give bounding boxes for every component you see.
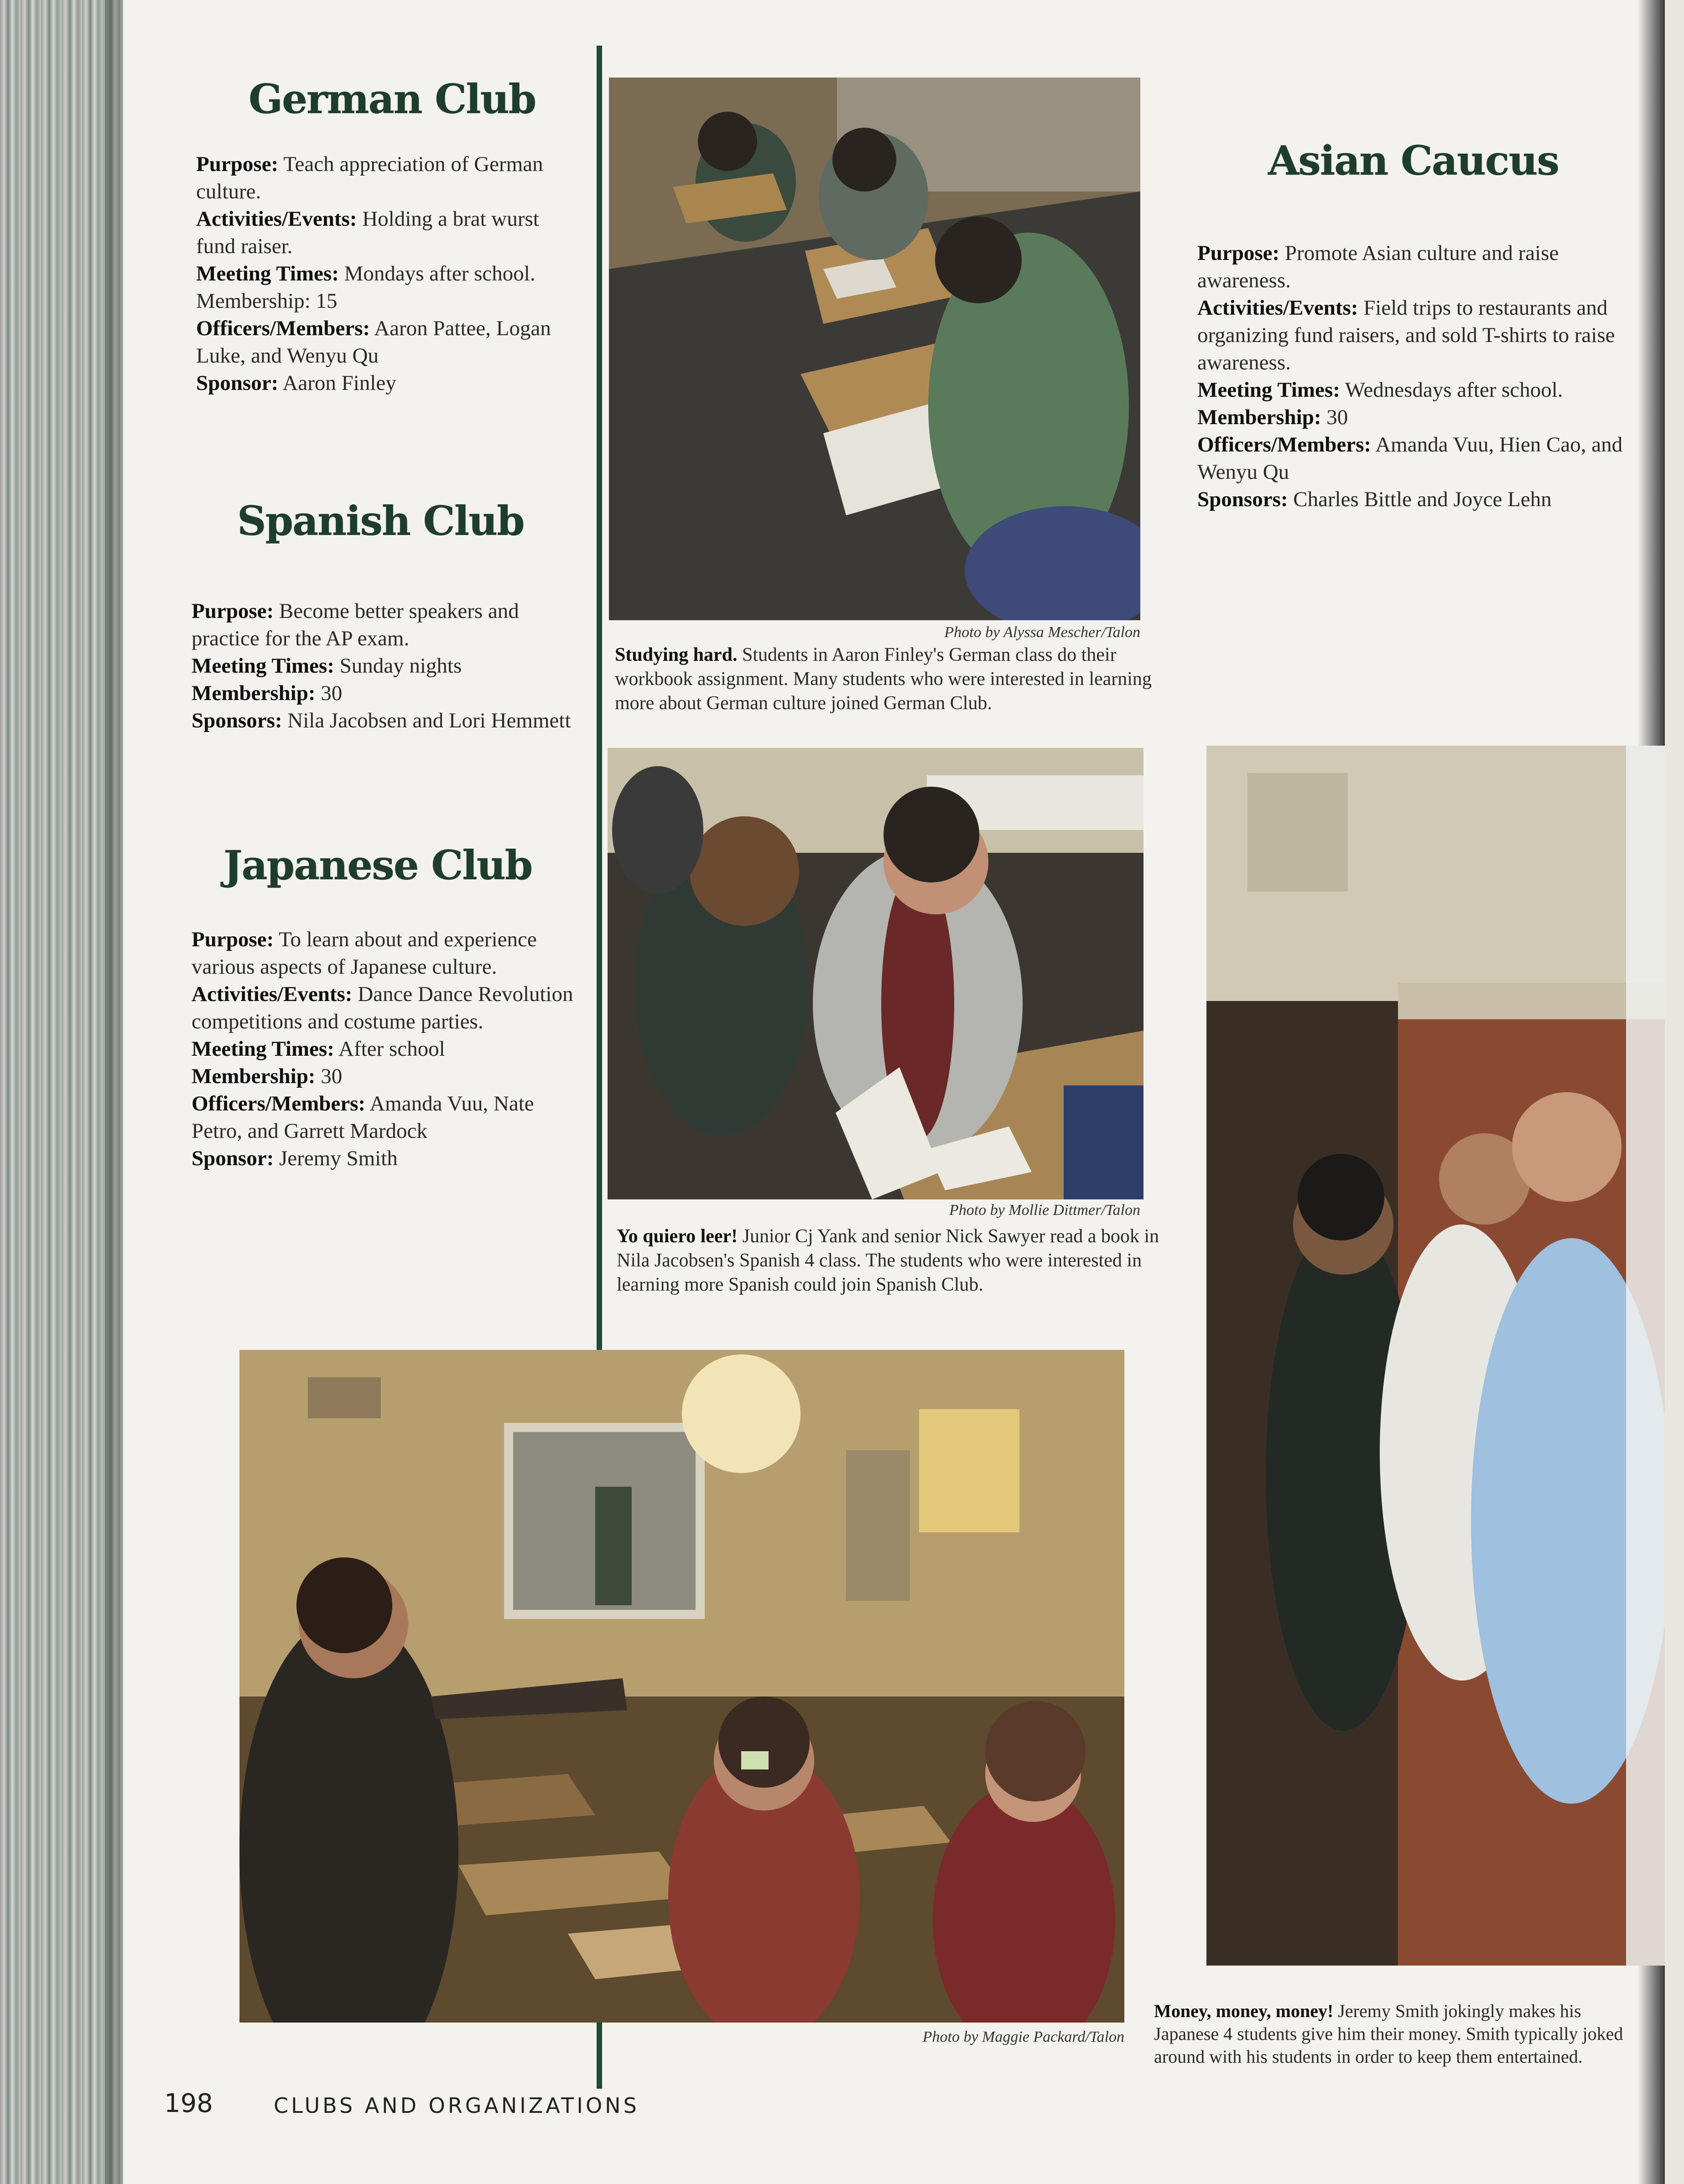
asian-caucus-info <box>1197 239 1649 513</box>
section-title: CLUBS AND ORGANIZATIONS <box>274 2093 639 2118</box>
japanese-officers-label: Officers/Members: <box>192 1092 366 1115</box>
asian-caucus-title: Asian Caucus <box>1268 137 1559 184</box>
german-club-info <box>196 150 579 397</box>
asian-purpose: Promote Asian culture and raise awareness. <box>1197 241 1559 292</box>
japanese-officers: Amanda Vuu, Nate Petro, and Garrett Mardock <box>192 1092 534 1143</box>
japanese-activities: Dance Dance Revolution competitions and costume parties. <box>192 982 573 1033</box>
japanese-photo-credit: Photo by Maggie Packard/Talon <box>922 2028 1124 2045</box>
asian-activities: Field trips to restaurants and organizing fund raisers, and sold T-shirts to raise awareness. <box>1197 296 1615 374</box>
spanish-meeting-label: Meeting Times: <box>192 654 334 678</box>
japanese-sponsor-label: Sponsor: <box>192 1146 274 1170</box>
asian-membership-label: Membership: <box>1197 405 1321 429</box>
japanese-sponsor: Jeremy Smith <box>279 1146 398 1170</box>
spanish-photo-credit: Photo by Mollie Dittmer/Talon <box>949 1202 1140 1219</box>
spanish-sponsors: Nila Jacobsen and Lori Hemmett <box>287 709 571 732</box>
spanish-club-title: Spanish Club <box>237 497 524 545</box>
german-meeting: Mondays after school. <box>344 262 535 285</box>
japanese-class-photo <box>239 1350 1124 2023</box>
spanish-meeting: Sunday nights <box>339 654 462 678</box>
japanese-club-title: Japanese Club <box>223 841 532 889</box>
spanish-class-photo <box>608 748 1143 1199</box>
spanish-membership: 30 <box>321 681 343 705</box>
japanese-club-info <box>192 926 575 1172</box>
japanese-membership: 30 <box>321 1064 343 1088</box>
spanish-sponsors-label: Sponsors: <box>192 709 282 732</box>
japanese-meeting-label: Meeting Times: <box>192 1037 334 1061</box>
spanish-purpose: Become better speakers and practice for the AP exam. <box>192 599 519 650</box>
german-club-title: German Club <box>249 75 536 123</box>
japanese-purpose-label: Purpose: <box>192 928 274 951</box>
german-class-photo <box>609 78 1140 620</box>
hallway-photo <box>1206 746 1665 1966</box>
asian-officers-label: Officers/Members: <box>1197 433 1372 457</box>
japanese-meeting: After school <box>338 1037 445 1061</box>
asian-meeting-label: Meeting Times: <box>1197 378 1340 402</box>
page-number: 198 <box>164 2089 213 2118</box>
german-officers: Aaron Pattee, Logan Luke, and Wenyu Qu <box>196 316 551 368</box>
asian-sponsors: Charles Bittle and Joyce Lehn <box>1293 488 1552 511</box>
german-activities: Holding a brat wurst fund raiser. <box>196 207 539 258</box>
asian-membership: 30 <box>1326 405 1348 429</box>
spanish-membership-label: Membership: <box>192 681 316 705</box>
german-caption-text: Students in Aaron Finley's German class do their workbook assignment. Many students who were interested in learning more about German culture joined German Club. <box>615 644 1152 714</box>
german-photo-caption <box>615 643 1162 716</box>
hallway-caption-lead: Money, money, money! <box>1154 2001 1334 2021</box>
hallway-caption-text: Jeremy Smith jokingly makes his Japanese 4 students give him their money. Smith typically joked around with his students in order to keep them entertained. <box>1154 2001 1623 2067</box>
spanish-purpose-label: Purpose: <box>192 599 274 623</box>
japanese-membership-label: Membership: <box>192 1064 316 1088</box>
german-purpose-label: Purpose: <box>196 152 279 176</box>
german-photo-credit: Photo by Alyssa Mescher/Talon <box>944 624 1140 641</box>
spanish-club-info <box>192 597 575 734</box>
spanish-caption-text: Junior Cj Yank and senior Nick Sawyer read a book in Nila Jacobsen's Spanish 4 class. The students who were interested in learning more Spanish could join Spanish Club. <box>617 1226 1159 1295</box>
german-officers-label: Officers/Members: <box>196 316 370 340</box>
asian-officers: Amanda Vuu, Hien Cao, and Wenyu Qu <box>1197 433 1623 484</box>
japanese-activities-label: Activities/Events: <box>192 982 353 1006</box>
german-meeting-label: Meeting Times: <box>196 262 339 285</box>
german-membership: Membership: 15 <box>196 289 338 313</box>
german-sponsor: Aaron Finley <box>282 371 396 395</box>
spanish-caption-lead: Yo quiero leer! <box>617 1226 738 1247</box>
german-sponsor-label: Sponsor: <box>196 371 279 395</box>
japanese-purpose: To learn about and experience various aspects of Japanese culture. <box>192 928 537 979</box>
hallway-photo-caption <box>1154 2000 1647 2068</box>
asian-sponsors-label: Sponsors: <box>1197 488 1288 511</box>
german-purpose: Teach appreciation of German culture. <box>196 152 543 203</box>
asian-purpose-label: Purpose: <box>1197 241 1280 265</box>
german-caption-lead: Studying hard. <box>615 644 738 665</box>
asian-meeting: Wednesdays after school. <box>1345 378 1563 402</box>
german-activities-label: Activities/Events: <box>196 207 357 231</box>
asian-activities-label: Activities/Events: <box>1197 296 1358 320</box>
spanish-photo-caption <box>617 1224 1182 1297</box>
